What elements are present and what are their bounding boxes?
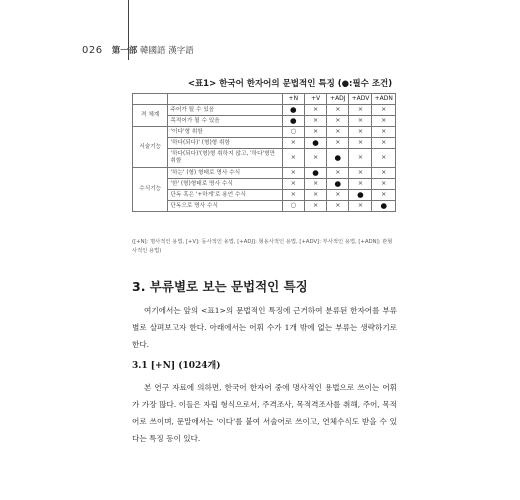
mark-cell: × (349, 168, 372, 179)
mark-cell: × (372, 149, 396, 168)
table-row (133, 168, 396, 179)
header-v: +V (304, 94, 326, 105)
table-note: ([+N]: 명사적인 용법, [+V]: 동사적인 용법, [+ADJ]: 형용사적인 용법, [+ADV]: 부사적인 용법, [+ADN]: 관형사적인 용법) (132, 239, 393, 254)
mark-cell: × (327, 138, 349, 149)
group-label: 격 체계 (133, 105, 168, 127)
part-label: 第一部 (111, 46, 138, 56)
running-header (82, 44, 194, 56)
table-caption: <표1> 한국어 한자어의 문법적인 특징 (●:필수 조건) (187, 79, 393, 89)
condition-cell: '하다(되다)' (형)형 취함 (168, 138, 282, 149)
mark-cell: × (349, 201, 372, 212)
mark-cell: × (372, 168, 396, 179)
group-label: 수식기능 (133, 168, 168, 212)
mark-cell: × (349, 105, 372, 116)
mark-cell: × (372, 127, 396, 138)
group-label: 서술기능 (133, 127, 168, 168)
paragraph-intro: 여기에서는 앞의 <표1>의 문법적인 특징에 근거하여 분류된 한자어를 부류별로 살펴보고자 한다. 아래에서는 어휘 수가 1개 밖에 없는 부류는 생략하기로 한다. (132, 306, 397, 349)
required-mark: ● (327, 179, 349, 190)
mark-cell: × (282, 149, 304, 168)
condition-cell: 목적어가 될 수 있음 (168, 116, 282, 127)
mark-cell: × (282, 179, 304, 190)
required-mark: ● (304, 168, 326, 179)
mark-cell: × (349, 116, 372, 127)
mark-cell: × (304, 190, 326, 201)
mark-cell: × (349, 149, 372, 168)
page-number: 026 (82, 45, 103, 56)
mark-cell: × (372, 190, 396, 201)
condition-cell: '이다'형 취함 (168, 127, 282, 138)
mark-cell: × (349, 179, 372, 190)
table-row (133, 116, 396, 127)
header-adn: +ADN (372, 94, 396, 105)
mark-cell: × (304, 105, 326, 116)
paragraph-noun-usage: 본 연구 자료에 의하면, 한국어 한자어 중에 명사적인 용법으로 쓰이는 어휘가 가장 많다. 이들은 자립 형식으로서, 주격조사, 목적격조사를 취해, 주어, 목적어로 쓰이며, 문말에서는 '이다'를 붙여 서술어로 쓰이고, 연체수식도 받을 수 있다는 특징 등이 있다. (132, 383, 397, 443)
mark-cell: × (304, 127, 326, 138)
mark-cell: × (327, 105, 349, 116)
table-body (133, 105, 396, 212)
header-adj: +ADJ (327, 94, 349, 105)
table-row (133, 149, 396, 168)
mark-cell: × (327, 201, 349, 212)
table-row (133, 105, 396, 116)
condition-cell: '하는' (형) 형태로 명사 수식 (168, 168, 282, 179)
subsection-heading: 3.1 [+N] (1024개) (132, 361, 221, 371)
mark-cell: × (327, 168, 349, 179)
required-mark: ● (282, 116, 304, 127)
condition-cell: 주어가 될 수 있음 (168, 105, 282, 116)
running-title (112, 46, 194, 56)
condition-cell: 단독 혹은 '+하게'로 용언 수식 (168, 190, 282, 201)
mark-cell: ○ (282, 127, 304, 138)
mark-cell: × (304, 116, 326, 127)
mark-cell: × (304, 201, 326, 212)
book-title: 韓國語 漢字語 (140, 46, 194, 56)
mark-cell: × (304, 179, 326, 190)
grammar-table (132, 93, 396, 212)
table-row (133, 190, 396, 201)
mark-cell: × (327, 116, 349, 127)
condition-cell: '하다(되다)'(형)형 취하지 않고, '하다'형만 취함 (168, 149, 282, 168)
mark-cell: × (349, 127, 372, 138)
mark-cell: × (372, 116, 396, 127)
required-mark: ● (349, 190, 372, 201)
header-group (133, 94, 168, 105)
table-row (133, 179, 396, 190)
mark-cell: × (304, 149, 326, 168)
mark-cell: × (372, 179, 396, 190)
required-mark: ● (304, 138, 326, 149)
section-heading: 3. 부류별로 보는 문법적인 특징 (132, 279, 308, 294)
required-mark: ● (327, 149, 349, 168)
table-row (133, 201, 396, 212)
required-mark: ● (372, 201, 396, 212)
header-condition (168, 94, 282, 105)
mark-cell: × (372, 138, 396, 149)
mark-cell: × (282, 138, 304, 149)
table-header-row (133, 94, 396, 105)
table-row (133, 138, 396, 149)
mark-cell: ○ (282, 201, 304, 212)
mark-cell: × (327, 127, 349, 138)
mark-cell: × (327, 190, 349, 201)
condition-cell: '한' (형)형태로 명사 수식 (168, 179, 282, 190)
header-adv: +ADV (349, 94, 372, 105)
table-row (133, 127, 396, 138)
required-mark: ● (282, 105, 304, 116)
condition-cell: 단독으로 명사 수식 (168, 201, 282, 212)
header-n: +N (282, 94, 304, 105)
mark-cell: × (282, 190, 304, 201)
mark-cell: × (349, 138, 372, 149)
mark-cell: × (282, 168, 304, 179)
mark-cell: × (372, 105, 396, 116)
